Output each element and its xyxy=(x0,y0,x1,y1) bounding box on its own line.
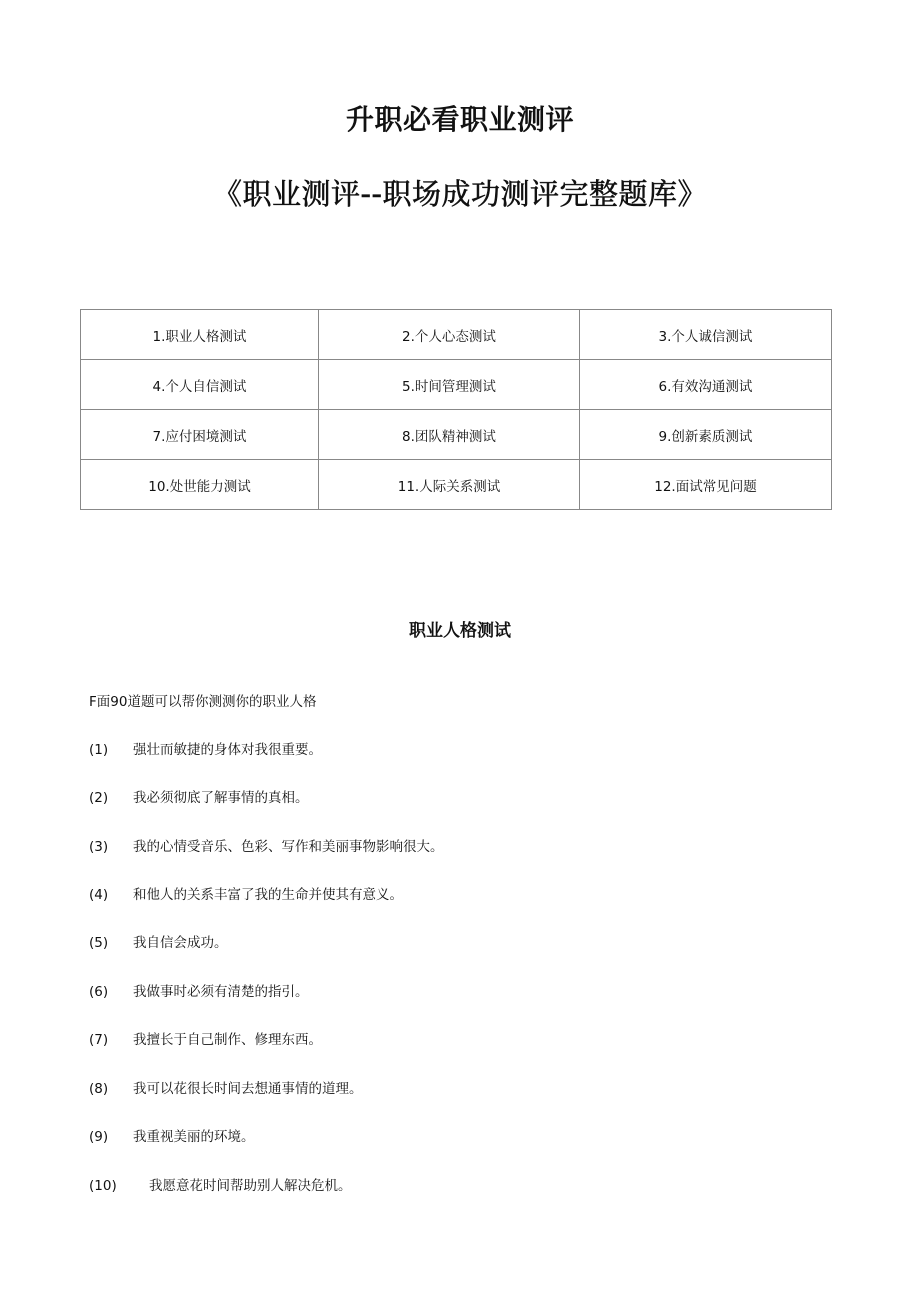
question-item xyxy=(89,738,322,758)
question-text: 强壮而敏捷的身体对我很重要。 xyxy=(133,742,322,758)
question-number: (6) xyxy=(89,984,109,1000)
question-number: (2) xyxy=(89,790,109,806)
question-text: 我必须彻底了解事情的真相。 xyxy=(133,790,309,806)
toc-cell: 4.个人自信测试 xyxy=(81,360,319,410)
question-text: 和他人的关系丰富了我的生命并使其有意义。 xyxy=(133,887,403,903)
question-text: 我愿意花时间帮助别人解决危机。 xyxy=(149,1178,352,1194)
toc-cell: 11.人际关系测试 xyxy=(319,460,580,510)
toc-row xyxy=(81,460,832,510)
question-item xyxy=(89,1028,322,1048)
question-text: 我擅长于自己制作、修理东西。 xyxy=(133,1032,322,1048)
toc-cell: 2.个人心态测试 xyxy=(319,310,580,360)
question-number: (4) xyxy=(89,887,109,903)
question-item xyxy=(89,1077,363,1097)
question-number: (3) xyxy=(89,839,109,855)
question-text: 我重视美丽的环境。 xyxy=(133,1129,255,1145)
question-item xyxy=(89,980,309,1000)
question-number: (5) xyxy=(89,935,109,951)
question-text: 我的心情受音乐、色彩、写作和美丽事物影响很大。 xyxy=(133,839,444,855)
question-number: (8) xyxy=(89,1081,109,1097)
question-item xyxy=(89,786,309,806)
document-title: 升职必看职业测评 xyxy=(345,103,574,136)
toc-cell: 9.创新素质测试 xyxy=(580,410,832,460)
question-item xyxy=(89,1125,255,1145)
question-item xyxy=(89,835,444,855)
toc-row xyxy=(81,410,832,460)
section-title: 职业人格测试 xyxy=(409,621,511,641)
toc-cell: 7.应付困境测试 xyxy=(81,410,319,460)
toc-cell: 5.时间管理测试 xyxy=(319,360,580,410)
question-text: 我做事时必须有清楚的指引。 xyxy=(133,984,309,1000)
toc-cell: 10.处世能力测试 xyxy=(81,460,319,510)
question-number: (1) xyxy=(89,742,109,758)
toc-cell: 6.有效沟通测试 xyxy=(580,360,832,410)
question-number: (7) xyxy=(89,1032,109,1048)
question-item xyxy=(89,931,228,951)
toc-cell: 3.个人诚信测试 xyxy=(580,310,832,360)
question-item xyxy=(89,1174,352,1194)
toc-cell: 12.面试常见问题 xyxy=(580,460,832,510)
document-subtitle: 《职业测评--职场成功测评完整题库》 xyxy=(213,177,707,211)
toc-cell: 1.职业人格测试 xyxy=(81,310,319,360)
question-text: 我自信会成功。 xyxy=(133,935,228,951)
question-text: 我可以花很长时间去想通事情的道理。 xyxy=(133,1081,363,1097)
question-number: (10) xyxy=(89,1178,117,1194)
table-of-contents xyxy=(80,309,832,510)
toc-row xyxy=(81,310,832,360)
intro-text: F面90道题可以帮你测测你的职业人格 xyxy=(89,694,317,710)
question-number: (9) xyxy=(89,1129,109,1145)
question-item xyxy=(89,883,403,903)
toc-row xyxy=(81,360,832,410)
toc-cell: 8.团队精神测试 xyxy=(319,410,580,460)
